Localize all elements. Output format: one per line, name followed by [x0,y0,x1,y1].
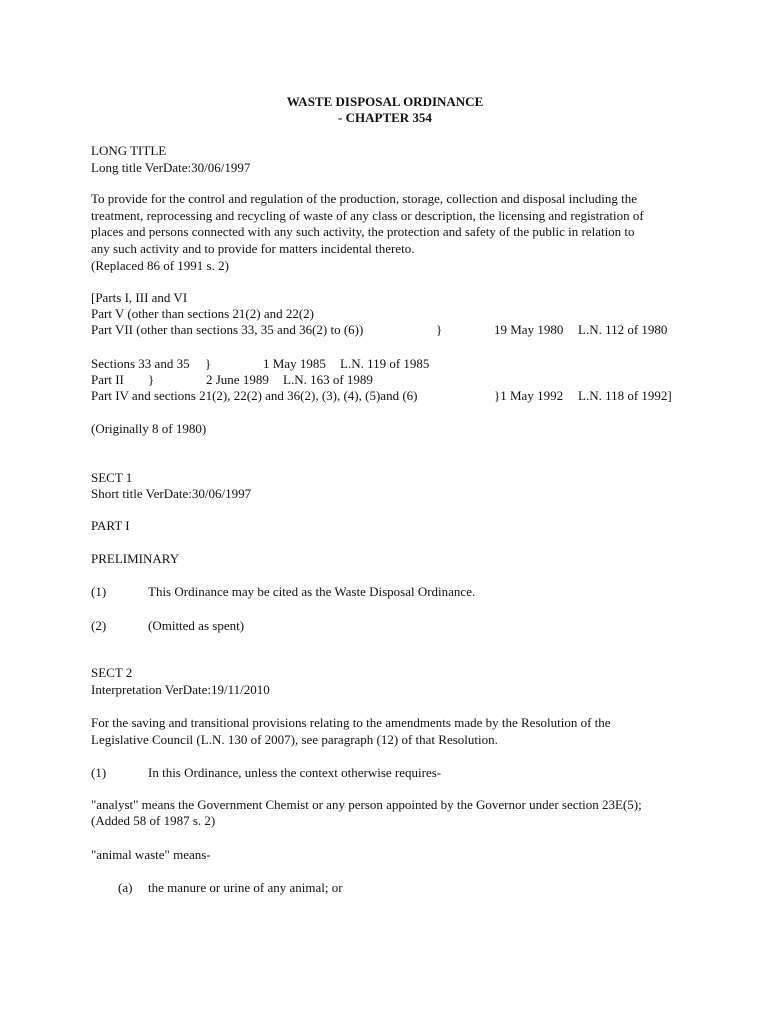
commencement-ln: L.N. 112 of 1980 [578,322,668,337]
section-heading: SECT 1 [91,470,133,485]
section-heading: SECT 2 [91,665,133,680]
subsection-text: This Ordinance may be cited as the Waste Disposal Ordinance. [148,584,476,599]
commencement-brace: } [205,356,212,371]
commencement-brace: } [148,372,155,387]
commencement-ln: L.N. 118 of 1992] [578,388,672,403]
commencement-brace: } [436,322,443,337]
section-verdate: Short title VerDate:30/06/1997 [91,486,252,501]
commencement-line: [Parts I, III and VI [91,290,188,305]
originally-note: (Originally 8 of 1980) [91,421,207,436]
commencement-date: 1 May 1985 [263,356,326,371]
commencement-date: 19 May 1980 [494,322,564,337]
commencement-line: Part V (other than sections 21(2) and 22(2) [91,306,314,321]
subsection-number: (2) [91,618,107,633]
commencement-line: Part II [91,372,124,387]
commencement-line: Sections 33 and 35 [91,356,190,371]
commencement-line: Part IV and sections 21(2), 22(2) and 36(2), (3), (4), (5)and (6) [91,388,418,403]
paragraph-text: the manure or urine of any animal; or [148,880,343,895]
definition-line: "analyst" means the Government Chemist or any person appointed by the Governor under section 23E(5); [91,797,642,812]
document-title: WASTE DISPOSAL ORDINANCE [286,94,484,109]
commencement-line: Part VII (other than sections 33, 35 and 36(2) to (6)) [91,322,364,337]
commencement-date: 2 June 1989 [206,372,269,387]
replaced-note: (Replaced 86 of 1991 s. 2) [91,258,229,273]
subsection-text: (Omitted as spent) [148,618,245,633]
long-title-text-line: To provide for the control and regulation of the production, storage, collection and disposal including the [91,191,638,206]
chapter-number: - CHAPTER 354 [338,110,432,125]
paragraph-letter: (a) [118,880,133,895]
long-title-text-line: any such activity and to provide for matters incidental thereto. [91,241,415,256]
commencement-ln: L.N. 163 of 1989 [283,372,373,387]
subsection-number: (1) [91,765,107,780]
section-verdate: Interpretation VerDate:19/11/2010 [91,682,270,697]
long-title-verdate: Long title VerDate:30/06/1997 [91,160,251,175]
subsection-text: In this Ordinance, unless the context otherwise requires- [148,765,442,780]
part-heading: PART I [91,518,130,533]
subsection-number: (1) [91,584,107,599]
commencement-ln: L.N. 119 of 1985 [340,356,430,371]
long-title-heading: LONG TITLE [91,143,167,158]
commencement-date: }1 May 1992 [494,388,564,403]
saving-provision-line: Legislative Council (L.N. 130 of 2007), see paragraph (12) of that Resolution. [91,732,498,747]
part-title: PRELIMINARY [91,551,180,566]
definition-line: "animal waste" means- [91,847,211,862]
long-title-text-line: places and persons connected with any such activity, the protection and safety of the public in relation to [91,224,635,239]
definition-note: (Added 58 of 1987 s. 2) [91,813,216,828]
saving-provision-line: For the saving and transitional provisions relating to the amendments made by the Resolution of the [91,715,611,730]
long-title-text-line: treatment, reprocessing and recycling of waste of any class or description, the licensing and registration of [91,208,644,223]
